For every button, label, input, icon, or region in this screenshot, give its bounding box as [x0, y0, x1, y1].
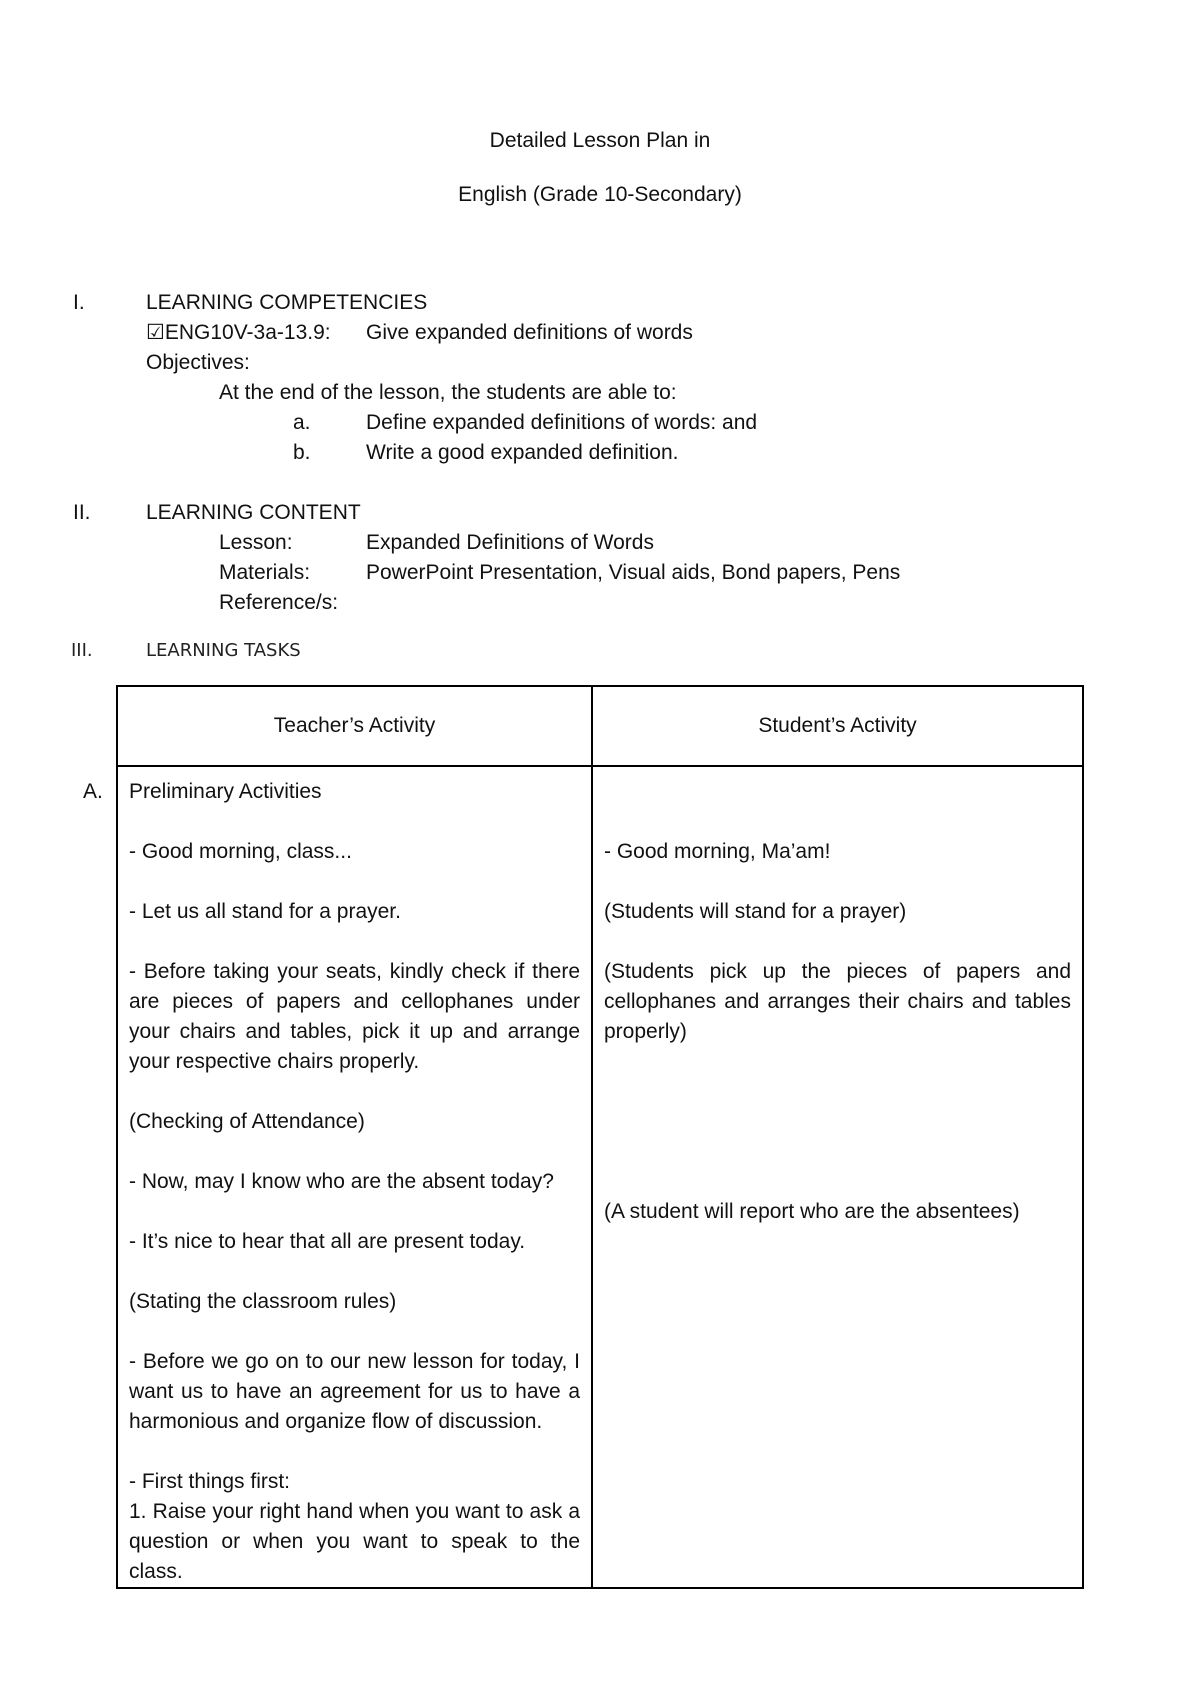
- materials-label: Materials:: [219, 561, 311, 584]
- objective-b-letter: b.: [293, 441, 311, 464]
- teacher-line: - Let us all stand for a prayer.: [129, 900, 401, 923]
- materials-value: PowerPoint Presentation, Visual aids, Bond papers, Pens: [366, 561, 901, 584]
- section-2-heading: LEARNING CONTENT: [146, 501, 361, 524]
- teacher-line: Preliminary Activities: [129, 780, 322, 803]
- teacher-activity-cell: [83, 766, 592, 1588]
- row-letter: A.: [83, 780, 103, 803]
- objectives-label: Objectives:: [146, 351, 250, 374]
- section-2-numeral: II.: [73, 501, 91, 524]
- student-activity-header: Student’s Activity: [592, 686, 1083, 766]
- objective-a-text: Define expanded definitions of words: and: [366, 411, 758, 434]
- teacher-line: - First things first:: [129, 1470, 291, 1493]
- table-row: [117, 766, 1083, 1588]
- teacher-line: - It’s nice to hear that all are present today.: [129, 1230, 526, 1253]
- teacher-line: - Before we go on to our new lesson for today, I want us to have an agreement for us to have a harmonious and organize flow of discussion.: [129, 1350, 580, 1433]
- section-1-numeral: I.: [73, 291, 85, 314]
- student-line: (Students will stand for a prayer): [604, 900, 907, 923]
- reference-label: Reference/s:: [219, 591, 339, 614]
- teacher-line: - Good morning, class...: [129, 840, 352, 863]
- student-activity-cell: [592, 766, 1083, 1588]
- competency-text: Give expanded definitions of words: [366, 321, 693, 344]
- section-1-heading: LEARNING COMPETENCIES: [146, 291, 428, 314]
- objectives-intro: At the end of the lesson, the students are able to:: [219, 381, 677, 404]
- objective-a-letter: a.: [293, 411, 311, 434]
- lesson-label: Lesson:: [219, 531, 293, 554]
- learning-tasks-table: [83, 685, 1084, 1589]
- teacher-line: (Checking of Attendance): [129, 1110, 365, 1133]
- section-3-heading: LEARNING TASKS: [146, 640, 301, 661]
- teacher-line: (Stating the classroom rules): [129, 1290, 397, 1313]
- student-line: (Students pick up the pieces of papers and cellophanes and arranges their chairs and tables properly): [604, 960, 1071, 1043]
- teacher-line: - Now, may I know who are the absent today?: [129, 1170, 554, 1193]
- teacher-line: 1. Raise your right hand when you want to ask a question or when you want to speak to the class.: [129, 1500, 580, 1583]
- table-header-row: [117, 686, 1083, 766]
- section-3-numeral: III.: [71, 640, 93, 661]
- teacher-line: - Before taking your seats, kindly check if there are pieces of papers and cellophanes under your chairs and tables, pick it up and arrange your respective chairs properly.: [129, 960, 580, 1073]
- student-line: - Good morning, Ma’am!: [604, 840, 831, 863]
- student-line: (A student will report who are the absentees): [604, 1200, 1020, 1223]
- competency-code: ☑ENG10V-3a-13.9:: [146, 321, 331, 344]
- lesson-value: Expanded Definitions of Words: [366, 531, 654, 554]
- teacher-activity-header: Teacher’s Activity: [117, 686, 592, 766]
- document-subtitle: English (Grade 10-Secondary): [458, 183, 742, 206]
- document-title: Detailed Lesson Plan in: [489, 129, 711, 152]
- objective-b-text: Write a good expanded definition.: [366, 441, 679, 464]
